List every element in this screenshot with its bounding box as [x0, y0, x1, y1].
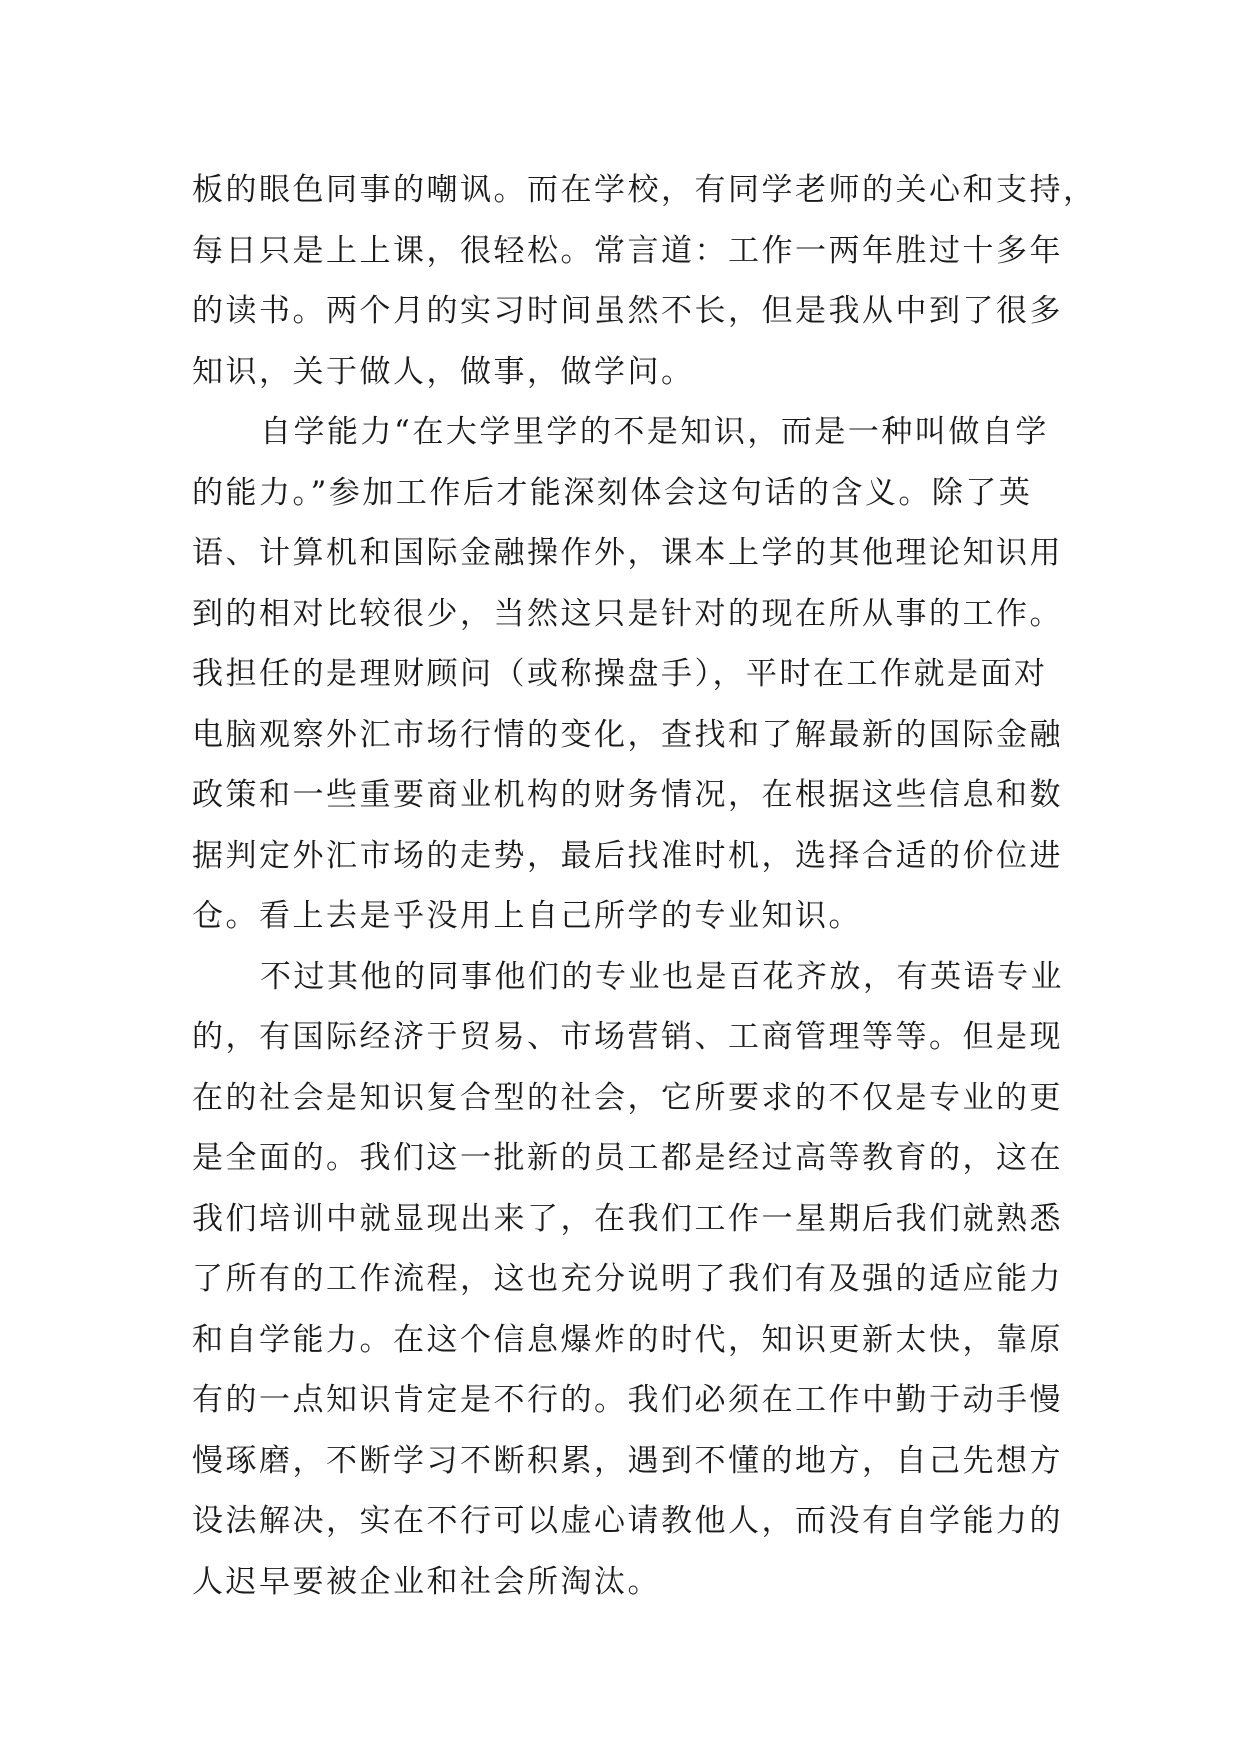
- paragraph-line: 的，有国际经济于贸易、市场营销、工商管理等等。但是现: [192, 1019, 1063, 1055]
- paragraph-line: 板的眼色同事的嘲讽。而在学校，有同学老师的关心和支持，: [192, 172, 1097, 208]
- paragraph-line: 是全面的。我们这一批新的员工都是经过高等教育的，这在: [192, 1140, 1063, 1176]
- paragraph-2: [192, 402, 1072, 947]
- paragraph-line: 慢琢磨，不断学习不断积累，遇到不懂的地方，自己先想方: [192, 1442, 1063, 1479]
- paragraph-1: [192, 160, 1097, 402]
- paragraph-line: 和自学能力。在这个信息爆炸的时代，知识更新太快，靠原: [192, 1321, 1063, 1358]
- paragraph-line: 在的社会是知识复合型的社会，它所要求的不仅是专业的更: [192, 1079, 1063, 1116]
- paragraph-line: 的读书。两个月的实习时间虽然不长，但是我从中到了很多: [192, 293, 1063, 329]
- paragraph-line: 的能力。”参加工作后才能深刻体会这句话的含义。除了英: [192, 474, 1033, 511]
- paragraph-line: 自学能力“在大学里学的不是知识，而是一种叫做自学: [260, 414, 1049, 450]
- paragraph-line: 了所有的工作流程，这也充分说明了我们有及强的适应能力: [192, 1261, 1063, 1297]
- paragraph-line: 不过其他的同事他们的专业也是百花齐放，有英语专业: [260, 958, 1064, 995]
- paragraph-line: 语、计算机和国际金融操作外，课本上学的其他理论知识用: [192, 535, 1063, 571]
- paragraph-line: 每日只是上上课，很轻松。常言道：工作一两年胜过十多年: [192, 232, 1063, 269]
- paragraph-line: 有的一点知识肯定是不行的。我们必须在工作中勤于动手慢: [192, 1382, 1063, 1418]
- paragraph-line: 我担任的是理财顾问（或称操盘手），平时在工作就是面对: [192, 656, 1048, 692]
- paragraph-line: 据判定外汇市场的走势，最后找准时机，选择合适的价位进: [192, 837, 1063, 874]
- paragraph-line: 电脑观察外汇市场行情的变化，查找和了解最新的国际金融: [192, 716, 1063, 753]
- paragraph-line: 到的相对比较很少，当然这只是针对的现在所从事的工作。: [192, 595, 1063, 632]
- paragraph-line: 人迟早要被企业和社会所淘汰。: [192, 1563, 661, 1600]
- paragraph-line: 政策和一些重要商业机构的财务情况，在根据这些信息和数: [192, 777, 1063, 813]
- paragraph-line: 设法解决，实在不行可以虚心请教他人，而没有自学能力的: [192, 1503, 1063, 1539]
- paragraph-line: 仓。看上去是乎没用上自己所学的专业知识。: [192, 898, 862, 934]
- paragraph-3: [192, 947, 1072, 1613]
- paragraph-line: 知识，关于做人，做事，做学问。: [192, 353, 695, 390]
- paragraph-line: 我们培训中就显现出来了，在我们工作一星期后我们就熟悉: [192, 1200, 1063, 1237]
- document-body: [192, 160, 1097, 1612]
